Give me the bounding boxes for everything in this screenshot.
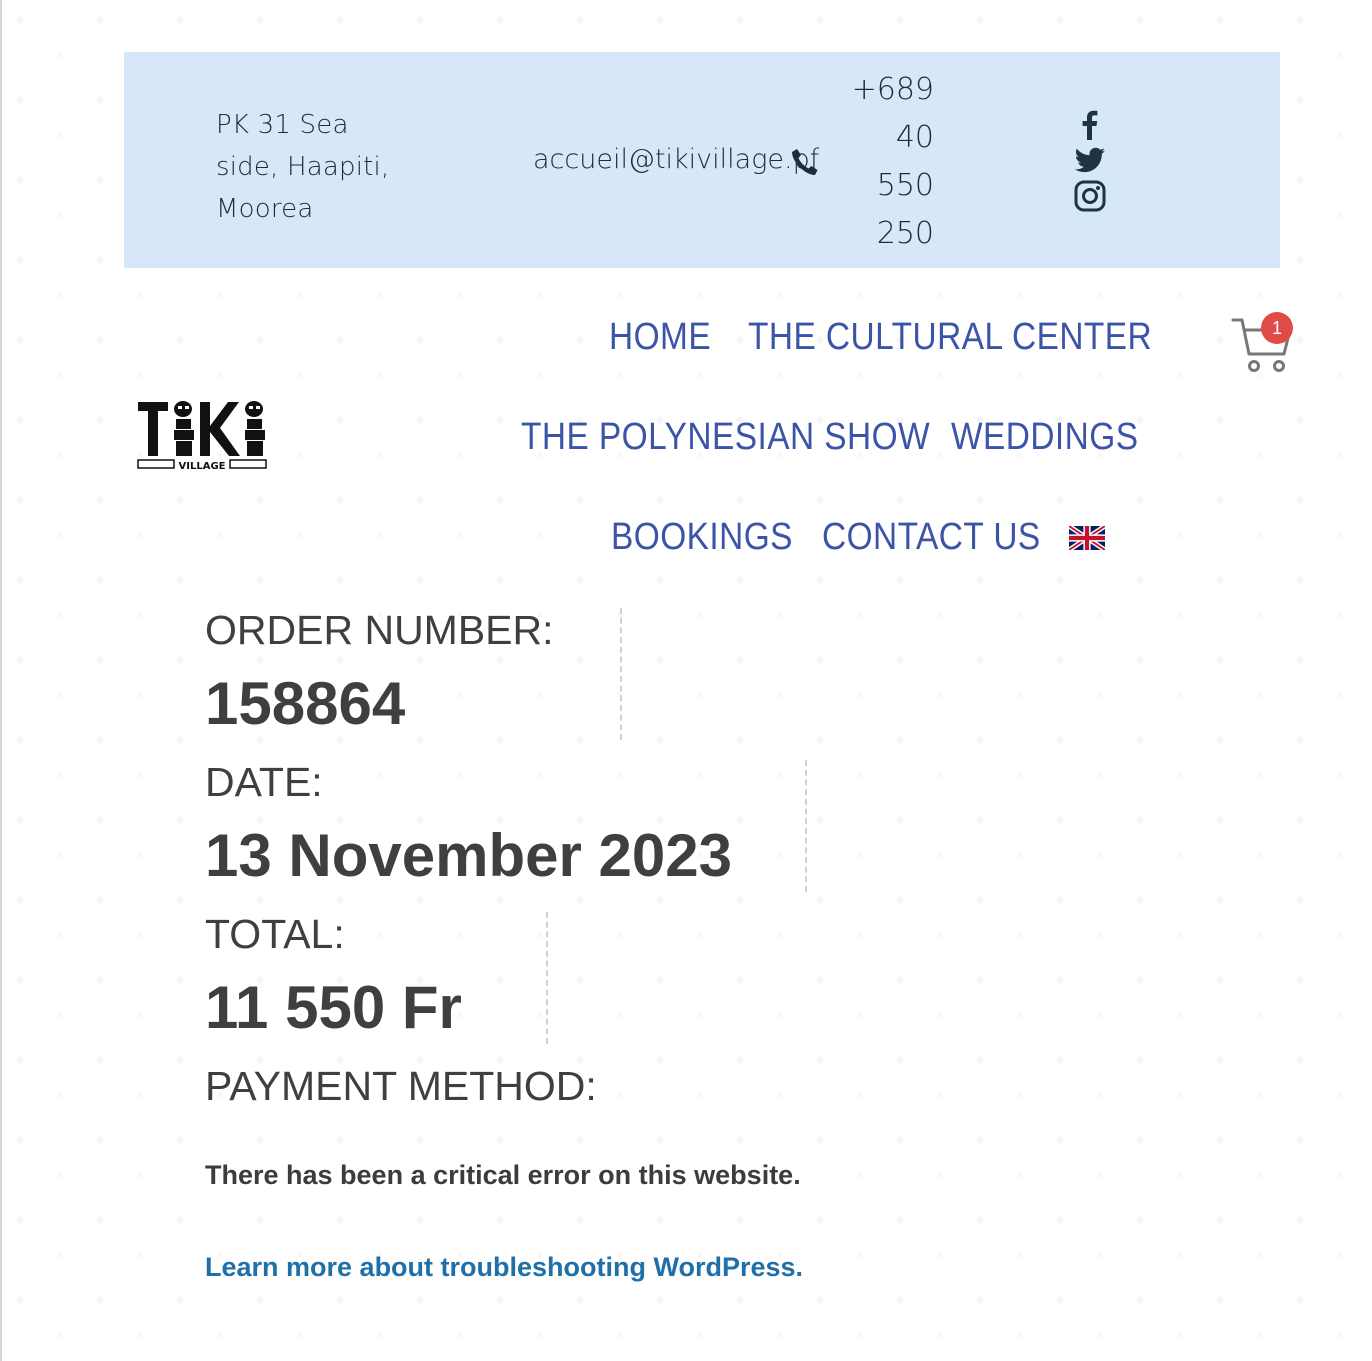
cart-count-badge: 1 <box>1261 312 1293 344</box>
phone-line-2: 40 <box>895 120 934 155</box>
address-line-2: side, Haapiti, <box>216 152 390 182</box>
nav-home[interactable]: HOME <box>609 316 712 358</box>
order-date-value: 13 November 2023 <box>205 822 732 889</box>
address-line-3: Moorea <box>216 194 314 224</box>
order-date-section <box>205 760 807 892</box>
phone-icon <box>789 146 821 178</box>
email-link[interactable]: accueil@tikivillage.pf <box>533 144 820 175</box>
facebook-icon[interactable] <box>1072 106 1108 142</box>
order-total-section <box>205 912 548 1044</box>
nav-bookings[interactable]: BOOKINGS <box>611 516 793 558</box>
phone-line-3: 550 <box>876 168 934 203</box>
address-line-1: PK 31 Sea <box>216 110 349 140</box>
uk-flag-icon[interactable] <box>1069 526 1105 550</box>
order-number-section <box>205 608 622 740</box>
twitter-icon[interactable] <box>1072 142 1108 178</box>
top-info-bar <box>124 52 1280 268</box>
social-links <box>1072 106 1112 214</box>
tiki-village-logo[interactable] <box>136 396 268 474</box>
nav-cultural-center[interactable]: THE CULTURAL CENTER <box>748 316 1153 358</box>
nav-polynesian-show[interactable]: THE POLYNESIAN SHOW <box>521 416 931 458</box>
critical-error-message: There has been a critical error on this website. <box>205 1160 801 1190</box>
payment-method-label: PAYMENT METHOD: <box>205 1063 597 1109</box>
order-number-value: 158864 <box>205 670 406 737</box>
svg-text:VILLAGE: VILLAGE <box>178 461 226 472</box>
nav-contact-us[interactable]: CONTACT US <box>822 516 1041 558</box>
order-total-label: TOTAL: <box>205 911 345 957</box>
order-number-label: ORDER NUMBER: <box>205 607 554 653</box>
order-total-value: 11 550 Fr <box>205 974 462 1041</box>
phone-line-1: +689 <box>851 72 934 107</box>
nav-weddings[interactable]: WEDDINGS <box>951 416 1139 458</box>
phone-line-4: 250 <box>876 216 934 251</box>
order-date-label: DATE: <box>205 759 323 805</box>
payment-method-section <box>205 1064 597 1108</box>
instagram-icon[interactable] <box>1072 178 1108 214</box>
address <box>216 104 416 230</box>
troubleshooting-link[interactable]: Learn more about troubleshooting WordPress. <box>205 1252 804 1282</box>
phone-number[interactable] <box>824 66 934 258</box>
